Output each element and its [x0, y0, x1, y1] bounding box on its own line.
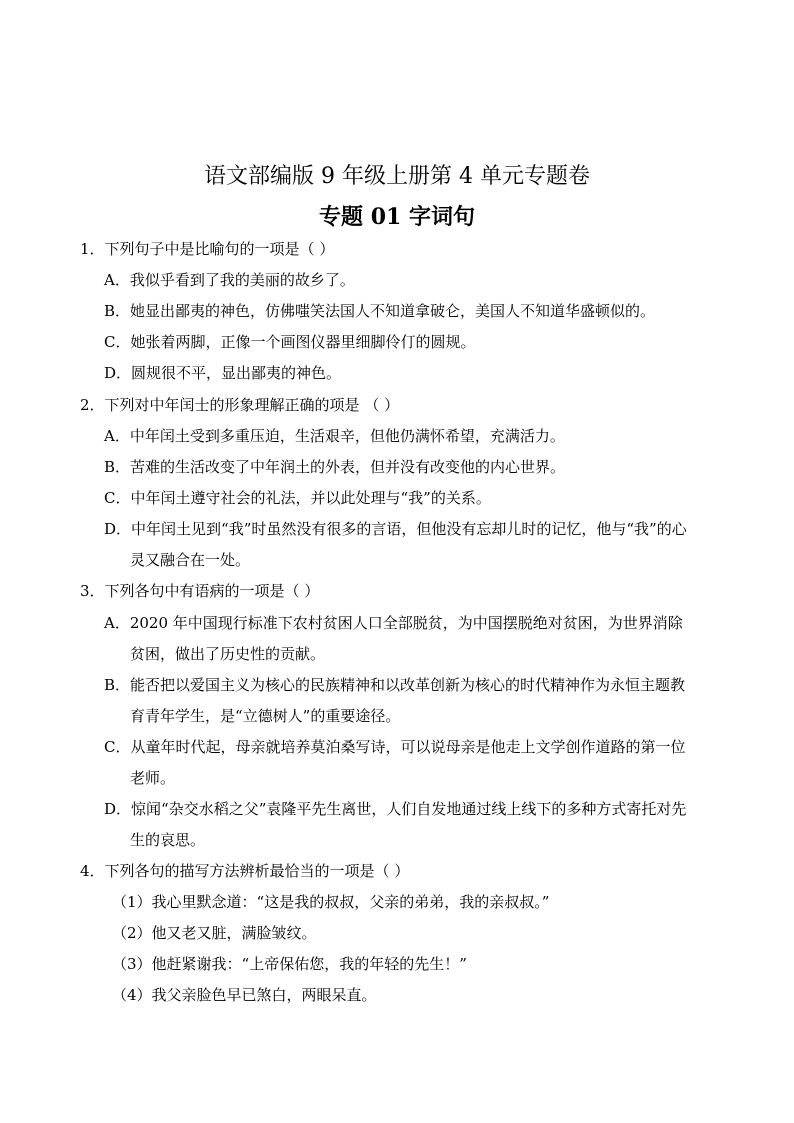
question-3-option-d-continued: 生的哀思。: [130, 831, 206, 849]
question-4-sentence-3: （3）他赶紧谢我：“上帝保佑您，我的年轻的先生！”: [112, 955, 467, 973]
question-1-option-c: C．她张着两脚，正像一个画图仪器里细脚伶仃的圆规。: [104, 333, 476, 351]
question-3-option-c-continued: 老师。: [130, 769, 176, 787]
question-4-sentence-4: （4）我父亲脸色早已煞白，两眼呆直。: [112, 986, 377, 1004]
question-1-option-a: A．我似乎看到了我的美丽的故乡了。: [104, 271, 355, 289]
document-subtitle: 专题 01 字词句: [319, 204, 475, 230]
question-3-option-a: A．2020 年中国现行标准下农村贫困人口全部脱贫，为中国摆脱绝对贫困，为世界消除: [104, 614, 683, 632]
question-3-option-d: D．惊闻“杂交水稻之父”袁隆平先生离世，人们自发地通过线上线下的多种方式寄托对先: [104, 800, 687, 818]
question-2-option-b: B．苦难的生活改变了中年润土的外表，但并没有改变他的内心世界。: [104, 458, 566, 476]
question-1-option-b: B．她显出鄙夷的神色，仿佛嗤笑法国人不知道拿破仑，美国人不知道华盛顿似的。: [104, 302, 656, 320]
question-1-stem: 1．下列句子中是比喻句的一项是（ ）: [80, 240, 335, 258]
question-3-option-b-continued: 育青年学生，是“立德树人”的重要途径。: [130, 707, 401, 725]
question-3-option-b: B．能否把以爱国主义为核心的民族精神和以改革创新为核心的时代精神作为永恒主题教: [104, 676, 686, 694]
question-2-option-a: A．中年闰土受到多重压迫，生活艰辛，但他仍满怀希望，充满活力。: [104, 427, 565, 445]
question-2-option-d: D．中年闰土见到“我”时虽然没有很多的言语，但他没有忘却儿时的记忆，他与“我”的心: [104, 520, 687, 538]
question-2-option-d-continued: 灵又融合在一处。: [130, 551, 251, 569]
question-4-sentence-2: （2）他又老又脏，满脸皱纹。: [112, 924, 317, 942]
document-title: 语文部编版 9 年级上册第 4 单元专题卷: [204, 164, 590, 189]
question-1-option-d: D．圆规很不平，显出鄙夷的神色。: [104, 364, 342, 382]
question-4-stem: 4．下列各句的描写方法辨析最恰当的一项是（ ）: [80, 862, 410, 880]
question-2-option-c: C．中年闰土遵守社会的礼法，并以此处理与“我”的关系。: [104, 489, 491, 507]
question-3-stem: 3．下列各句中有语病的一项是（ ）: [80, 582, 320, 600]
question-3-option-c: C．从童年时代起，母亲就培养莫泊桑写诗，可以说母亲是他走上文学创作道路的第一位: [104, 738, 686, 756]
question-4-sentence-1: （1）我心里默念道：“这是我的叔叔，父亲的弟弟，我的亲叔叔。”: [112, 893, 550, 911]
question-3-option-a-continued: 贫困，做出了历史性的贡献。: [130, 645, 326, 663]
question-2-stem: 2．下列对中年闰士的形象理解正确的项是 （ ）: [80, 396, 400, 414]
